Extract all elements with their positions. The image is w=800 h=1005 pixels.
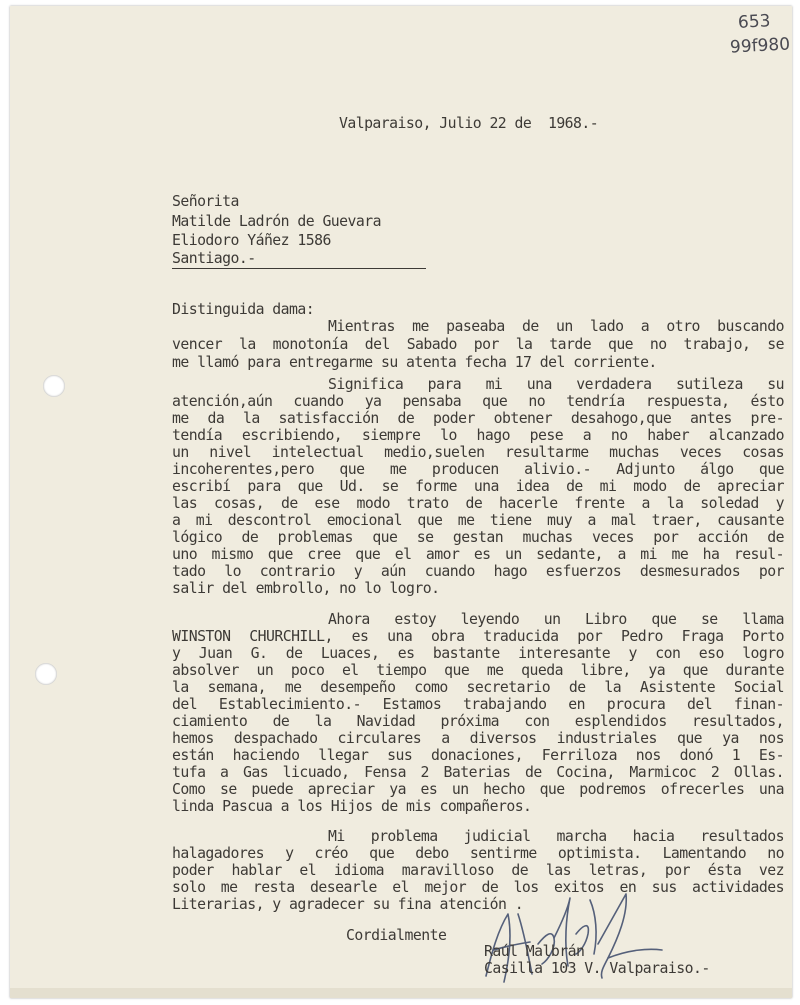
body-line: las cosas, de ese modo trato de hacerle frente a la soledad y bbox=[172, 495, 784, 512]
body-line: tendía escribiendo, siempre lo hago pese a no haber alcanzado bbox=[172, 427, 784, 444]
letter-sheet bbox=[10, 6, 792, 998]
archive-number: 653 bbox=[737, 11, 771, 33]
body-line: linda Pascua a los Hijos de mis compañeros. bbox=[172, 798, 532, 815]
greeting: Distinguida dama: bbox=[172, 301, 315, 318]
closing: Cordialmente bbox=[346, 927, 447, 944]
body-line: están haciendo llegar sus donaciones, Ferriloza nos donó 1 Es- bbox=[172, 747, 784, 764]
date-line: Valparaiso, Julio 22 de 1968.- bbox=[339, 115, 599, 132]
recipient-name: Matilde Ladrón de Guevara bbox=[172, 213, 381, 230]
body-line: me da la satisfacción de poder obtener desahogo,que antes pre- bbox=[172, 410, 784, 427]
body-line: Como se puede apreciar ya es un hecho que podremos ofrecerles una bbox=[172, 781, 784, 798]
body-line: tufa a Gas licuado, Fensa 2 Baterias de Cocina, Marmicoc 2 Ollas. bbox=[172, 764, 784, 781]
archive-code: 99f980 bbox=[729, 34, 791, 58]
body-line: y Juan G. de Luaces, es bastante interesante y con eso logro bbox=[172, 645, 784, 662]
body-line: WINSTON CHURCHILL, es una obra traducida por Pedro Fraga Porto bbox=[172, 628, 784, 645]
recipient-city: Santiago.- bbox=[172, 250, 256, 267]
body-line: me llamó para entregarme su atenta fecha 17 del corriente. bbox=[172, 354, 657, 371]
body-line: Ahora estoy leyendo un Libro que se llama bbox=[328, 611, 784, 628]
body-line: Mi problema judicial marcha hacia resultados bbox=[328, 828, 784, 845]
body-line: la semana, me desempeño como secretario de la Asistente Social bbox=[172, 679, 784, 696]
body-line: a mi descontrol emocional que me tiene muy a mal traer, causante bbox=[172, 512, 784, 529]
recipient-street: Eliodoro Yáñez 1586 bbox=[172, 232, 331, 249]
body-line: halagadores y créo que debo sentirme optimista. Lamentando no bbox=[172, 845, 784, 862]
body-line: Significa para mi una verdadera sutileza su bbox=[328, 376, 784, 393]
body-line: uno mismo que cree que el amor es un sedante, a mi me ha resul- bbox=[172, 546, 784, 563]
body-line: absolver un poco el tiempo que me queda libre, ya que durante bbox=[172, 662, 784, 679]
signature-address: Casilla 103 V. Valparaiso.- bbox=[484, 960, 710, 977]
body-line: incoherentes,pero que me producen alivio.- Adjunto álgo que bbox=[172, 461, 784, 478]
signature-name: Raúl Malbrán bbox=[484, 943, 585, 960]
body-line: tado lo contrario y aún cuando hago esfuerzos desmesurados por bbox=[172, 563, 784, 580]
body-line: solo me resta desearle el mejor de los exitos en sus actividades bbox=[172, 879, 784, 896]
body-line: atención,aún cuando ya pensaba que no tendría respuesta, ésto bbox=[172, 393, 784, 410]
body-line: ciamiento de la Navidad próxima con esplendidos resultados, bbox=[172, 713, 784, 730]
punch-hole-top bbox=[43, 375, 65, 397]
body-line: vencer la monotonía del Sabado por la tarde que no trabajo, se bbox=[172, 336, 784, 353]
sheet-bottom-edge bbox=[10, 988, 792, 998]
body-line: Literarias, y agradecer su fina atención . bbox=[172, 896, 524, 913]
body-line: del Establecimiento.- Estamos trabajando en procura del finan- bbox=[172, 696, 784, 713]
body-line: escribí para que Ud. se forme una idea de mi modo de apreciar bbox=[172, 478, 784, 495]
body-line: salir del embrollo, no lo logro. bbox=[172, 580, 440, 597]
recipient-title: Señorita bbox=[172, 193, 239, 210]
body-line: hemos despachado circulares a diversos industriales que ya nos bbox=[172, 730, 784, 747]
body-line: poder hablar el idioma maravilloso de las letras, por ésta vez bbox=[172, 862, 784, 879]
body-line: un nivel intelectual medio,suelen resultarme muchas veces cosas bbox=[172, 444, 784, 461]
punch-hole-bottom bbox=[35, 663, 57, 685]
address-underline bbox=[172, 268, 426, 269]
body-line: Mientras me paseaba de un lado a otro buscando bbox=[328, 318, 784, 335]
body-line: lógico de problemas que se gestan muchas veces por acción de bbox=[172, 529, 784, 546]
